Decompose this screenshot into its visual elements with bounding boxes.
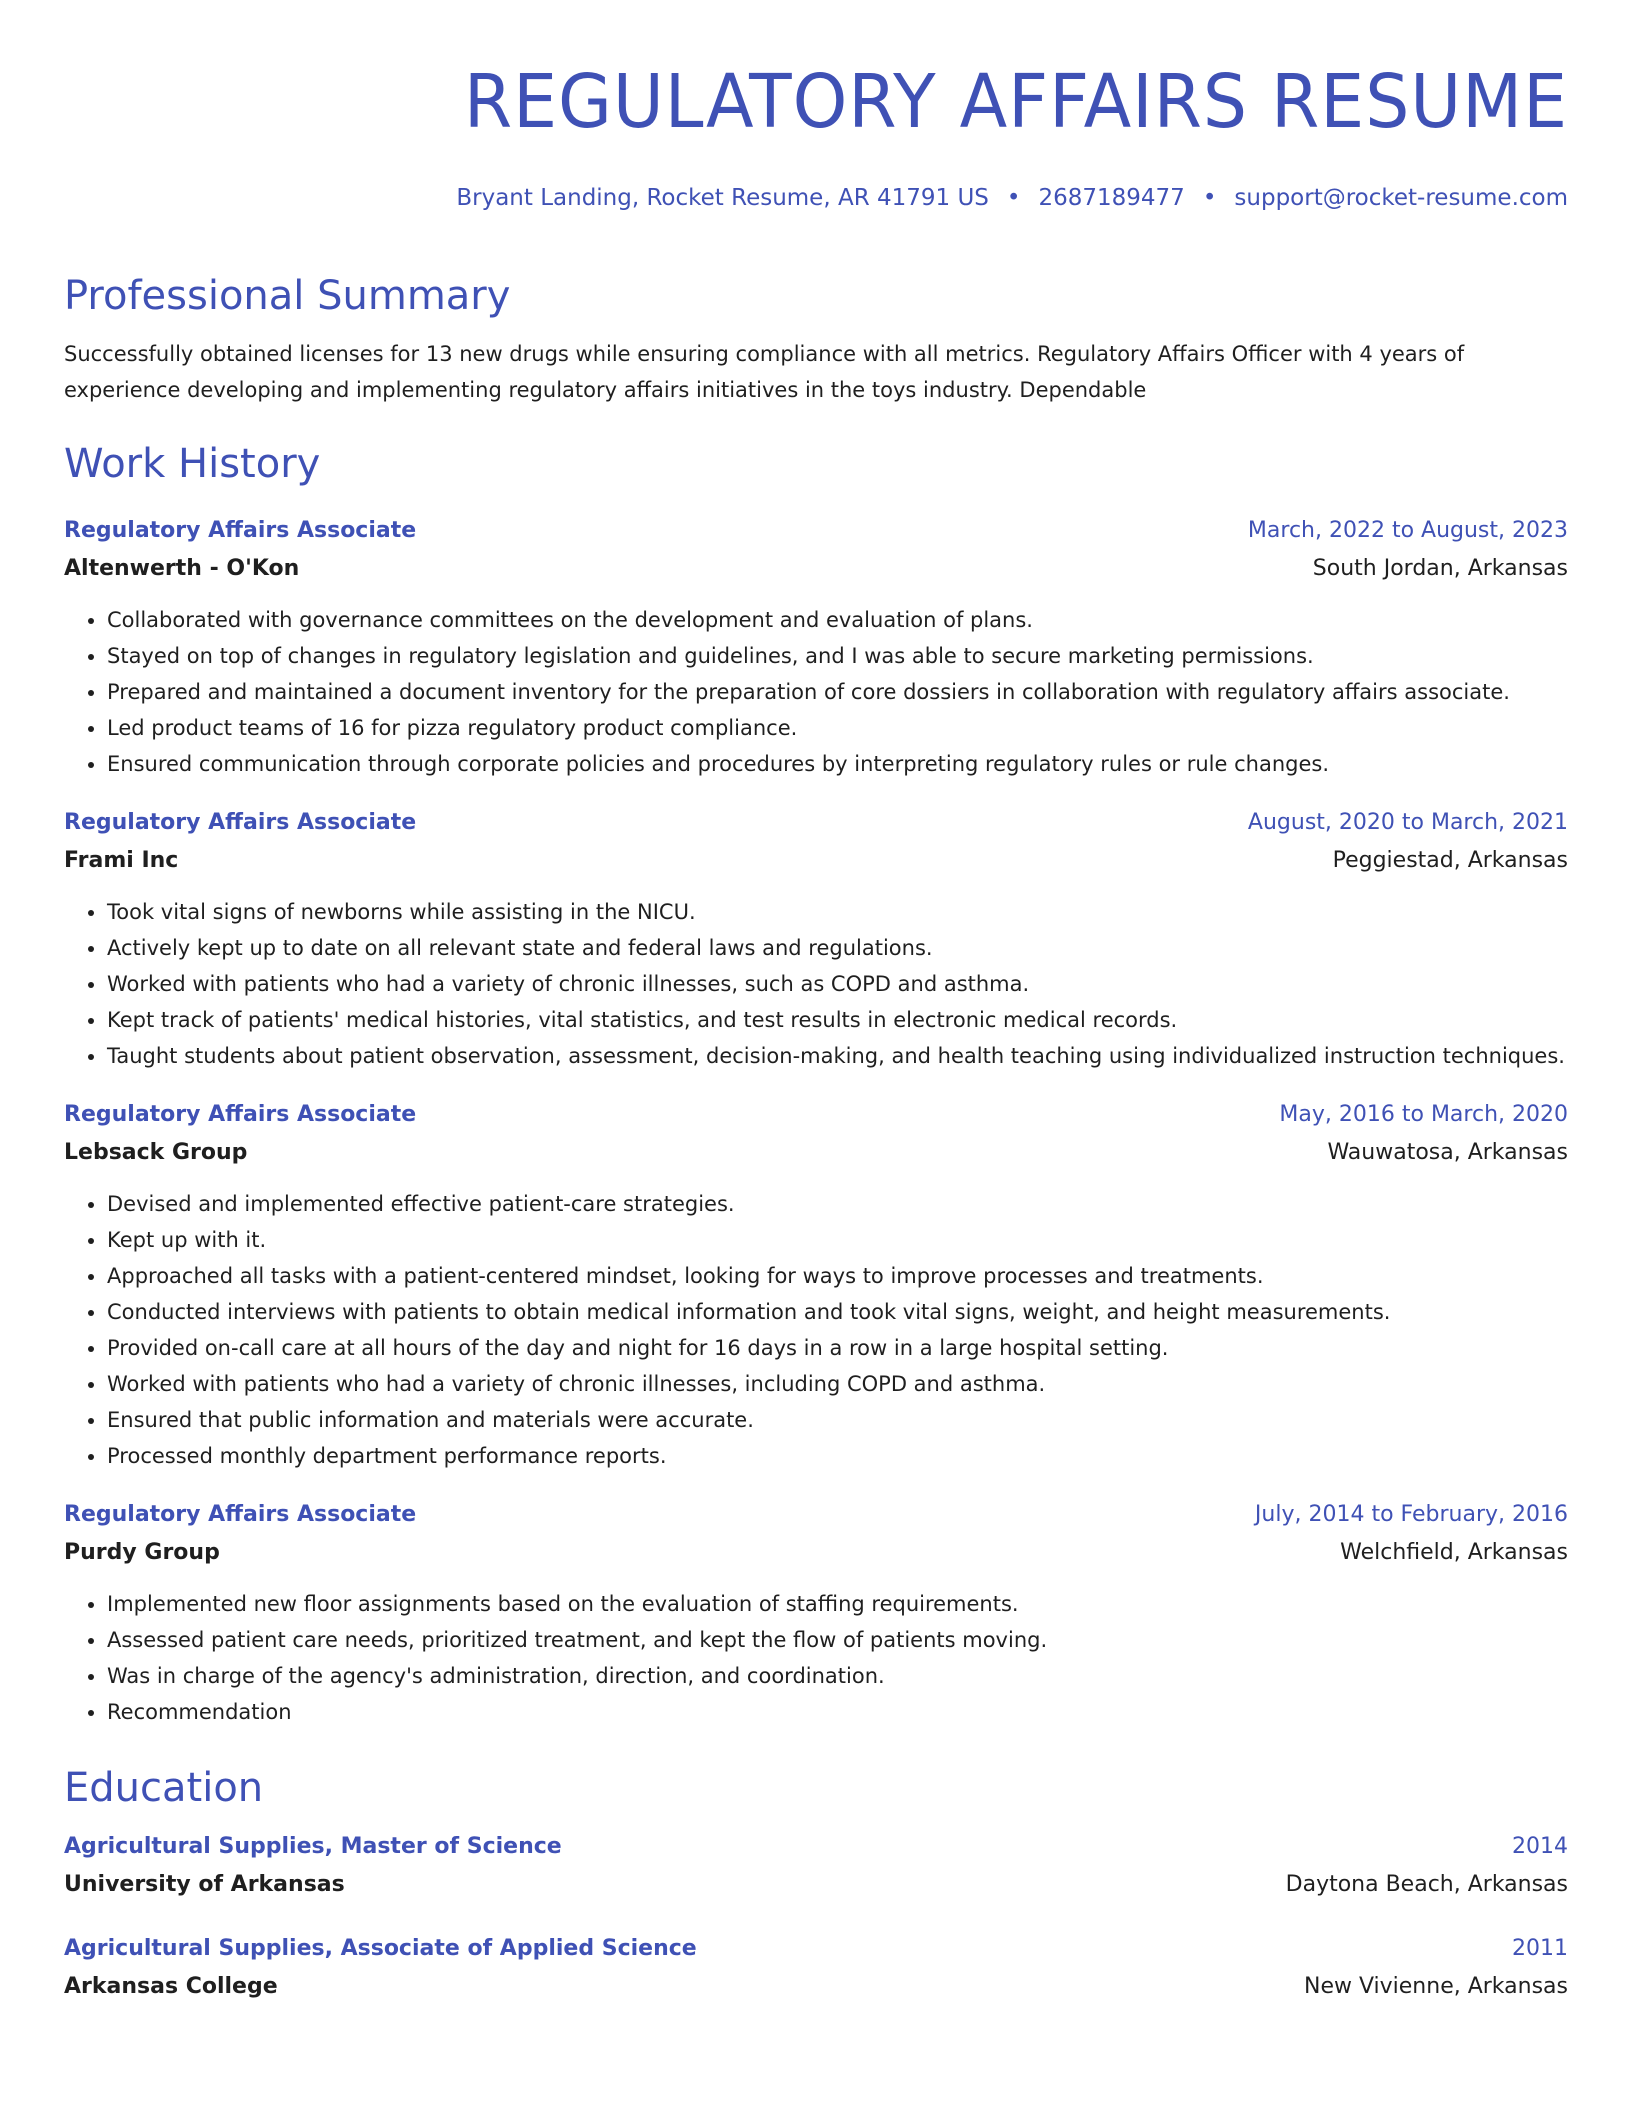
job-bullet: • Provided on-call care at all hours of the day and night for 16 days in a row in a large hospital setting. [107, 1330, 1568, 1366]
job-bullet: • Implemented new floor assignments based on the evaluation of staffing requirements. [107, 1586, 1568, 1622]
job-location: Peggiestad, Arkansas [1332, 848, 1568, 873]
school-name: University of Arkansas [64, 1872, 345, 1897]
company-name: Lebsack Group [64, 1140, 248, 1165]
job-dates: August, 2020 to March, 2021 [1247, 810, 1568, 835]
job-entry [64, 512, 1568, 782]
job-bullet: • Recommendation [107, 1694, 1568, 1730]
job-bullet: • Worked with patients who had a variety of chronic illnesses, including COPD and asthma. [107, 1366, 1568, 1402]
job-location: Wauwatosa, Arkansas [1327, 1140, 1568, 1165]
contact-separator: • [1006, 185, 1021, 211]
job-bullets [64, 1586, 1568, 1730]
job-bullet: • Was in charge of the agency's administration, direction, and coordination. [107, 1658, 1568, 1694]
job-bullet: • Actively kept up to date on all relevant state and federal laws and regulations. [107, 930, 1568, 966]
job-bullet: • Stayed on top of changes in regulatory legislation and guidelines, and I was able to secure marketing permissions. [107, 638, 1568, 674]
contact-line [64, 182, 1568, 214]
education-entry [64, 1828, 1568, 1904]
job-bullet: • Devised and implemented effective patient-care strategies. [107, 1186, 1568, 1222]
job-dates: March, 2022 to August, 2023 [1247, 518, 1568, 543]
job-title: Regulatory Affairs Associate [64, 518, 417, 543]
job-bullet: • Took vital signs of newborns while assisting in the NICU. [107, 894, 1568, 930]
job-title: Regulatory Affairs Associate [64, 810, 417, 835]
job-bullet: • Collaborated with governance committees on the development and evaluation of plans. [107, 602, 1568, 638]
work-history-heading: Work History [64, 441, 321, 487]
job-title: Regulatory Affairs Associate [64, 1102, 417, 1127]
job-location: South Jordan, Arkansas [1312, 556, 1568, 581]
summary-heading: Professional Summary [64, 273, 511, 319]
job-entry [64, 804, 1568, 1074]
school-name: Arkansas College [64, 1974, 278, 1999]
job-location: Welchfield, Arkansas [1340, 1540, 1568, 1565]
job-dates: May, 2016 to March, 2020 [1279, 1102, 1568, 1127]
degree-name: Agricultural Supplies, Master of Science [64, 1834, 562, 1859]
job-bullet: • Ensured that public information and materials were accurate. [107, 1402, 1568, 1438]
company-name: Purdy Group [64, 1540, 220, 1565]
job-bullet: • Prepared and maintained a document inventory for the preparation of core dossiers in collaboration with regulatory affairs associate. [107, 674, 1568, 710]
job-bullet: • Kept up with it. [107, 1222, 1568, 1258]
job-dates: July, 2014 to February, 2016 [1254, 1502, 1568, 1527]
job-bullets [64, 894, 1568, 1074]
summary-text: Successfully obtained licenses for 13 new drugs while ensuring compliance with all metrics. Regulatory Affairs Officer with 4 years of experience developing and implementing regulatory affairs initiatives in the toys industry. Dependable [64, 342, 1465, 402]
job-bullet: • Ensured communication through corporate policies and procedures by interpreting regulatory rules or rule changes. [107, 746, 1568, 782]
job-bullet: • Conducted interviews with patients to obtain medical information and took vital signs, weight, and height measurements. [107, 1294, 1568, 1330]
company-name: Frami Inc [64, 848, 179, 873]
graduation-year: 2011 [1512, 1936, 1568, 1961]
company-name: Altenwerth - O'Kon [64, 556, 300, 581]
job-bullet: • Led product teams of 16 for pizza regulatory product compliance. [107, 710, 1568, 746]
contact-address: Bryant Landing, Rocket Resume, AR 41791 US [456, 185, 989, 211]
job-bullets [64, 1186, 1568, 1474]
job-title: Regulatory Affairs Associate [64, 1502, 417, 1527]
contact-phone: 2687189477 [1038, 185, 1185, 211]
job-bullet: • Assessed patient care needs, prioritized treatment, and kept the flow of patients moving. [107, 1622, 1568, 1658]
resume-title: REGULATORY AFFAIRS RESUME [463, 59, 1569, 145]
job-bullets [64, 602, 1568, 782]
job-entry [64, 1496, 1568, 1730]
degree-name: Agricultural Supplies, Associate of Applied Science [64, 1936, 697, 1961]
education-heading: Education [64, 1765, 264, 1811]
school-location: Daytona Beach, Arkansas [1285, 1872, 1568, 1897]
job-bullet: • Approached all tasks with a patient-centered mindset, looking for ways to improve processes and treatments. [107, 1258, 1568, 1294]
contact-email[interactable]: support@rocket-resume.com [1234, 185, 1568, 211]
job-bullet: • Kept track of patients' medical histories, vital statistics, and test results in electronic medical records. [107, 1002, 1568, 1038]
job-entry [64, 1096, 1568, 1474]
job-bullet: • Taught students about patient observation, assessment, decision-making, and health teaching using individualized instruction techniques. [107, 1038, 1568, 1074]
job-bullet: • Worked with patients who had a variety of chronic illnesses, such as COPD and asthma. [107, 966, 1568, 1002]
education-entry [64, 1930, 1568, 2006]
contact-separator: • [1202, 185, 1217, 211]
graduation-year: 2014 [1512, 1834, 1568, 1859]
job-bullet: • Processed monthly department performance reports. [107, 1438, 1568, 1474]
school-location: New Vivienne, Arkansas [1303, 1974, 1568, 1999]
